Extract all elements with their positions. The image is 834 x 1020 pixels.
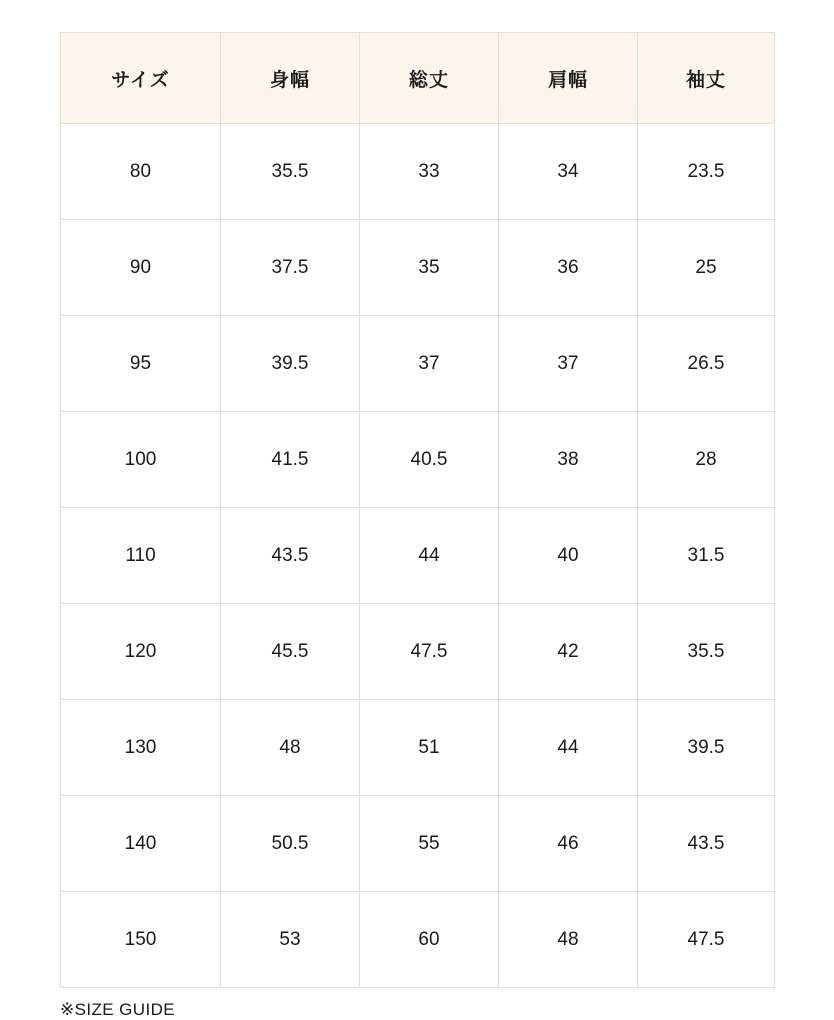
table-header-row — [61, 33, 775, 124]
cell-shoulder-width: 40 — [499, 508, 638, 604]
column-header-sleeve-length: 袖丈 — [638, 33, 775, 124]
cell-size: 150 — [61, 892, 221, 988]
cell-total-length: 44 — [360, 508, 499, 604]
cell-total-length: 33 — [360, 124, 499, 220]
cell-shoulder-width: 38 — [499, 412, 638, 508]
cell-chest-width: 37.5 — [221, 220, 360, 316]
cell-shoulder-width: 37 — [499, 316, 638, 412]
cell-total-length: 40.5 — [360, 412, 499, 508]
cell-chest-width: 43.5 — [221, 508, 360, 604]
cell-chest-width: 39.5 — [221, 316, 360, 412]
table-header — [61, 33, 775, 124]
cell-size: 120 — [61, 604, 221, 700]
cell-total-length: 35 — [360, 220, 499, 316]
cell-shoulder-width: 48 — [499, 892, 638, 988]
cell-total-length: 51 — [360, 700, 499, 796]
cell-shoulder-width: 34 — [499, 124, 638, 220]
cell-sleeve-length: 23.5 — [638, 124, 775, 220]
cell-sleeve-length: 31.5 — [638, 508, 775, 604]
cell-sleeve-length: 43.5 — [638, 796, 775, 892]
cell-total-length: 37 — [360, 316, 499, 412]
cell-shoulder-width: 46 — [499, 796, 638, 892]
cell-total-length: 47.5 — [360, 604, 499, 700]
cell-size: 140 — [61, 796, 221, 892]
table-row — [61, 124, 775, 220]
table-row — [61, 892, 775, 988]
cell-size: 100 — [61, 412, 221, 508]
column-header-chest-width: 身幅 — [221, 33, 360, 124]
cell-sleeve-length: 39.5 — [638, 700, 775, 796]
cell-sleeve-length: 26.5 — [638, 316, 775, 412]
cell-sleeve-length: 47.5 — [638, 892, 775, 988]
cell-sleeve-length: 25 — [638, 220, 775, 316]
cell-shoulder-width: 36 — [499, 220, 638, 316]
cell-sleeve-length: 35.5 — [638, 604, 775, 700]
table-row — [61, 796, 775, 892]
cell-chest-width: 45.5 — [221, 604, 360, 700]
table-row — [61, 508, 775, 604]
table-row — [61, 316, 775, 412]
cell-shoulder-width: 44 — [499, 700, 638, 796]
cell-chest-width: 35.5 — [221, 124, 360, 220]
size-chart-table — [60, 32, 775, 988]
size-guide-note: ※SIZE GUIDE — [60, 1000, 175, 1019]
cell-chest-width: 53 — [221, 892, 360, 988]
cell-size: 90 — [61, 220, 221, 316]
cell-total-length: 60 — [360, 892, 499, 988]
table-row — [61, 700, 775, 796]
cell-size: 110 — [61, 508, 221, 604]
cell-chest-width: 50.5 — [221, 796, 360, 892]
cell-size: 95 — [61, 316, 221, 412]
cell-shoulder-width: 42 — [499, 604, 638, 700]
table-row — [61, 604, 775, 700]
column-header-size: サイズ — [61, 33, 221, 124]
cell-chest-width: 41.5 — [221, 412, 360, 508]
cell-total-length: 55 — [360, 796, 499, 892]
cell-size: 80 — [61, 124, 221, 220]
table-body — [61, 124, 775, 988]
table-row — [61, 220, 775, 316]
cell-sleeve-length: 28 — [638, 412, 775, 508]
cell-size: 130 — [61, 700, 221, 796]
cell-chest-width: 48 — [221, 700, 360, 796]
column-header-shoulder-width: 肩幅 — [499, 33, 638, 124]
table-row — [61, 412, 775, 508]
column-header-total-length: 総丈 — [360, 33, 499, 124]
